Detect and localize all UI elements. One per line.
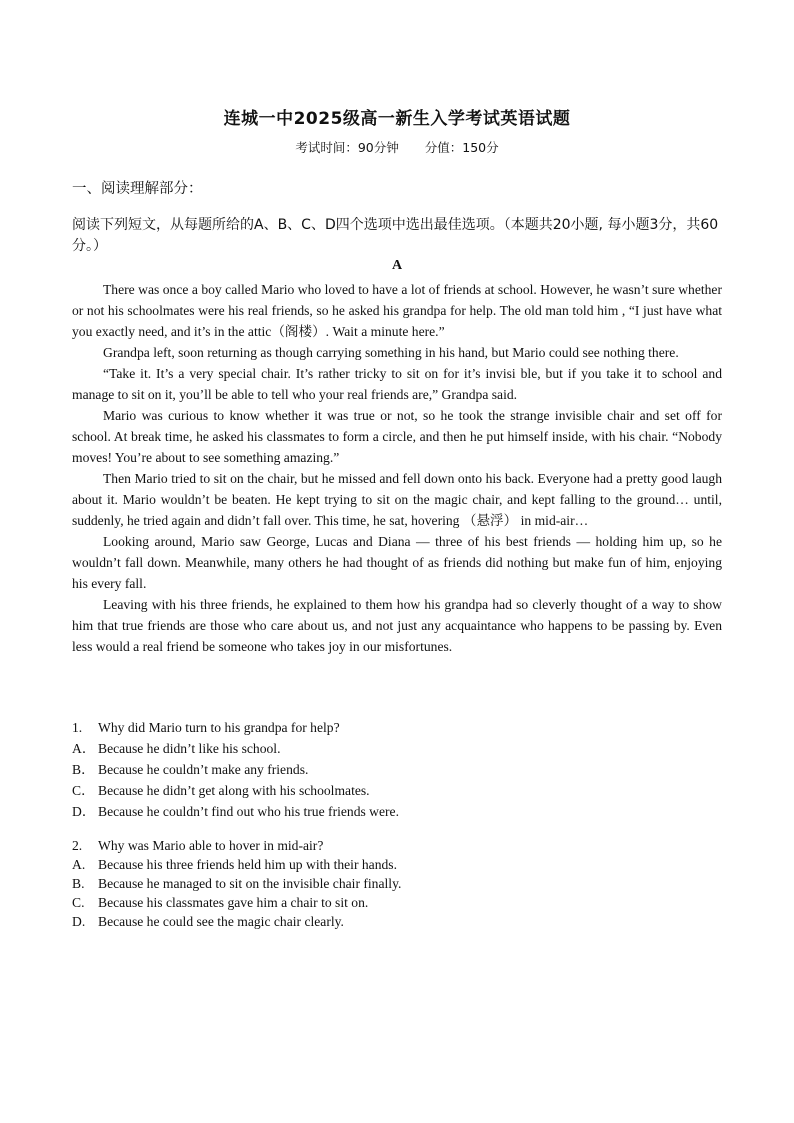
option-b: B. Because he managed to sit on the invisible chair finally. [72,876,402,891]
question-1 [72,717,722,822]
option-d: D． Because he couldn’t find out who his true friends were. [72,804,399,819]
passage-paragraph: Mario was curious to know whether it was true or not, so he took the strange invisible chair and set off for school. At break time, he asked his classmates to form a circle, and then he put himself inside, with his chair. “Nobody moves! You’re about to see something amazing.” [72,408,722,465]
passage-paragraph: Looking around, Mario saw George, Lucas and Diana — three of his best friends — holding him up, so he wouldn’t fall down. Meanwhile, many others he had thought of as friends did nothing but make fun of him, enjoying his every fall. [72,534,722,591]
option-a: A． Because he didn’t like his school. [72,741,281,756]
option-a: A. Because his three friends held him up with their hands. [72,857,397,872]
section-heading: 一、阅读理解部分： [72,181,203,197]
question-2 [72,836,722,931]
option-c: C． Because he didn’t get along with his schoolmates. [72,783,370,798]
exam-time: 考试时间：90分钟 [295,140,399,155]
exam-title: 连城一中2025级高一新生入学考试英语试题 [223,109,571,129]
exam-score: 分值：150分 [424,140,499,155]
passage-label: A [391,258,403,273]
question-stem: 1. Why did Mario turn to his grandpa for help? [72,720,340,735]
option-b: B． Because he couldn’t make any friends. [72,762,309,777]
passage-paragraph: Grandpa left, soon returning as though carrying something in his hand, but Mario could see nothing there. [103,345,679,360]
section-instructions: 阅读下列短文，从每题所给的A、B、C、D四个选项中选出最佳选项。（本题共20小题, 每小题3分，共60分。） [72,217,719,254]
passage-paragraph: Leaving with his three friends, he explained to them how his grandpa had so cleverly thought of a way to show him that true friends are those who care about us, and not just any acquaintance who happens to be passing by. Even less would a real friend be someone who takes joy in our misfortunes. [72,597,722,654]
passage-paragraph: There was once a boy called Mario who loved to have a lot of friends at school. However, he wasn’t sure whether or not his schoolmates were his real friends, so he asked his grandpa for help. The old man told him , “I just have what you exactly need, and it’s in the attic（阁楼）. Wait a minute here.” [72,282,722,339]
passage-body [72,279,722,657]
option-c: C. Because his classmates gave him a chair to sit on. [72,895,369,910]
option-d: D. Because he could see the magic chair clearly. [72,914,344,929]
passage-paragraph: “Take it. It’s a very special chair. It’s rather tricky to sit on for it’s invisi ble, but if you take it to school and manage to sit on it, you’ll be able to tell who your real friends are,” Grandpa said. [72,366,722,402]
passage-paragraph: Then Mario tried to sit on the chair, but he missed and fell down onto his back. Everyone had a pretty good laugh about it. Mario wouldn’t be beaten. He kept trying to sit on the magic chair, and kept falling to the ground… until, suddenly, he tried again and didn’t fall over. This time, he sat, hovering （悬浮） in mid-air… [72,471,722,528]
exam-info [0,138,794,156]
question-stem: 2. Why was Mario able to hover in mid-air? [72,838,324,853]
